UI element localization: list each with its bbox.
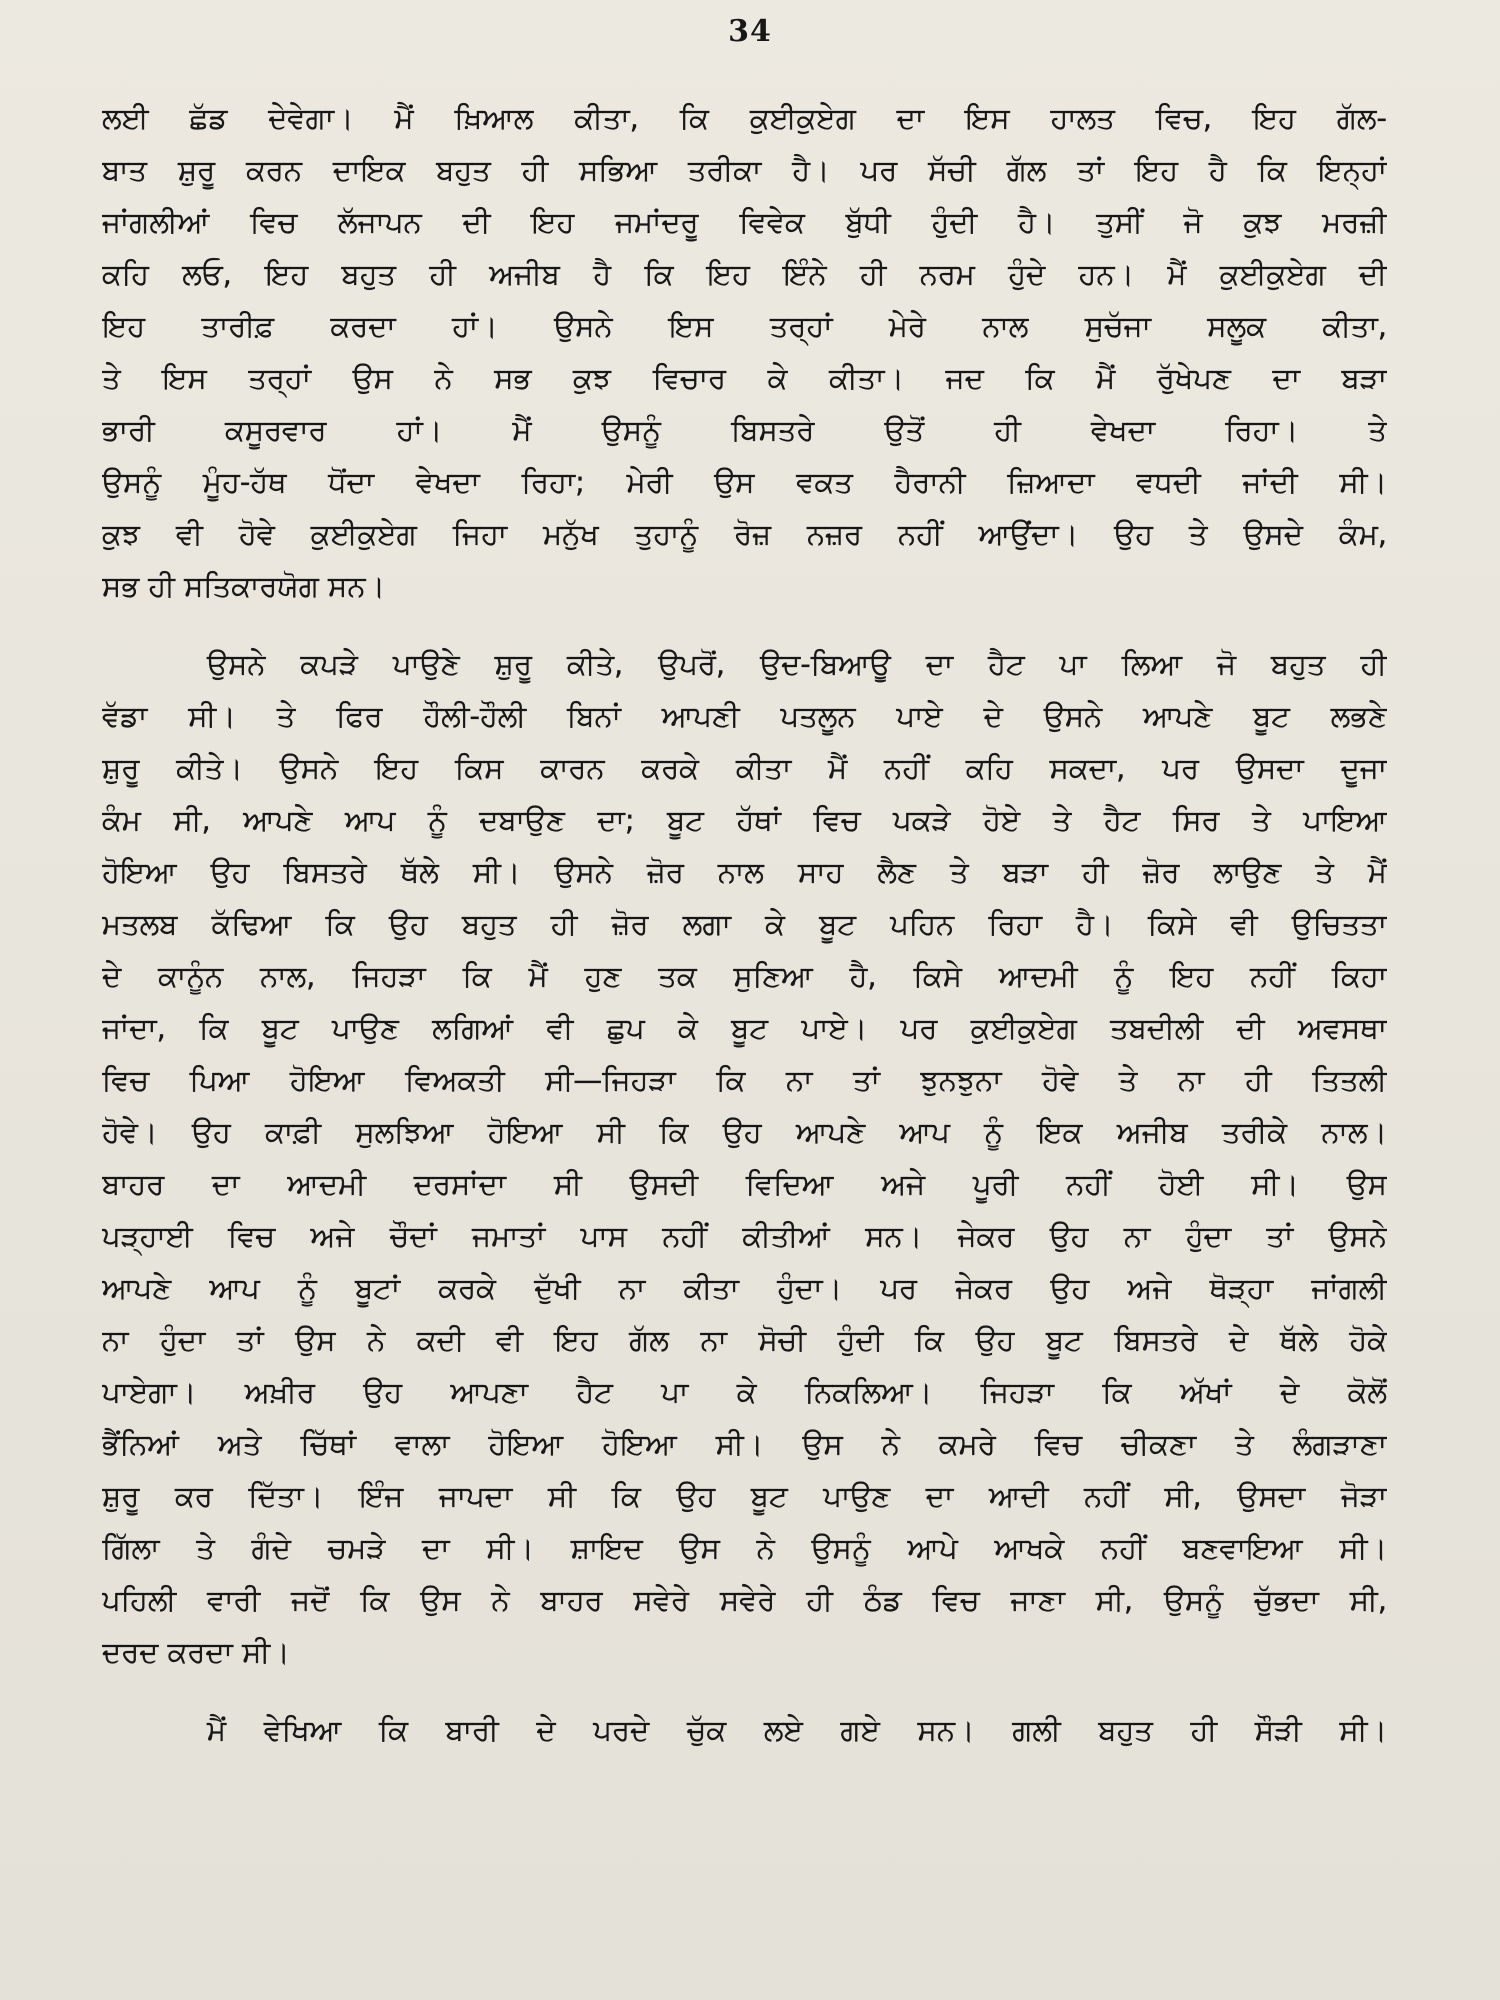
text-line: ਇਹ ਤਾਰੀਫ਼ ਕਰਦਾ ਹਾਂ। ਉਸਨੇ ਇਸ ਤਰ੍ਹਾਂ ਮੇਰੇ ਨਾਲ ਸੁਚੱਜਾ ਸਲੂਕ ਕੀਤਾ,	[102, 309, 1387, 343]
text-line: ਸ਼ੁਰੂ ਕੀਤੇ। ਉਸਨੇ ਇਹ ਕਿਸ ਕਾਰਨ ਕਰਕੇ ਕੀਤਾ ਮੈਂ ਨਹੀਂ ਕਹਿ ਸਕਦਾ, ਪਰ ਉਸਦਾ ਦੂਜਾ	[102, 751, 1387, 785]
text-line: ਗਿੱਲਾ ਤੇ ਗੰਦੇ ਚਮੜੇ ਦਾ ਸੀ। ਸ਼ਾਇਦ ਉਸ ਨੇ ਉਸਨੂੰ ਆਪੇ ਆਖਕੇ ਨਹੀਂ ਬਣਵਾਇਆ ਸੀ।	[102, 1531, 1387, 1565]
text-line: ਪਹਿਲੀ ਵਾਰੀ ਜਦੋਂ ਕਿ ਉਸ ਨੇ ਬਾਹਰ ਸਵੇਰੇ ਸਵੇਰੇ ਹੀ ਠੰਡ ਵਿਚ ਜਾਣਾ ਸੀ, ਉਸਨੂੰ ਚੁੱਭਦਾ ਸੀ,	[102, 1583, 1387, 1617]
text-line: ਬਾਤ ਸ਼ੁਰੂ ਕਰਨ ਦਾਇਕ ਬਹੁਤ ਹੀ ਸਭਿਆ ਤਰੀਕਾ ਹੈ। ਪਰ ਸੱਚੀ ਗੱਲ ਤਾਂ ਇਹ ਹੈ ਕਿ ਇਨ੍ਹਾਂ	[102, 153, 1387, 187]
text-line: ਤੇ ਇਸ ਤਰ੍ਹਾਂ ਉਸ ਨੇ ਸਭ ਕੁਝ ਵਿਚਾਰ ਕੇ ਕੀਤਾ। ਜਦ ਕਿ ਮੈਂ ਰੁੱਖੇਪਣ ਦਾ ਬੜਾ	[102, 361, 1387, 395]
text-line: ਭਾਰੀ ਕਸੂਰਵਾਰ ਹਾਂ। ਮੈਂ ਉਸਨੂੰ ਬਿਸਤਰੇ ਉਤੋਂ ਹੀ ਵੇਖਦਾ ਰਿਹਾ। ਤੇ	[102, 413, 1387, 447]
text-line: ਆਪਣੇ ਆਪ ਨੂੰ ਬੂਟਾਂ ਕਰਕੇ ਦੁੱਖੀ ਨਾ ਕੀਤਾ ਹੁੰਦਾ। ਪਰ ਜੇਕਰ ਉਹ ਅਜੇ ਥੋੜ੍ਹਾ ਜਾਂਗਲੀ	[102, 1271, 1387, 1305]
text-line: ਉਸਨੂੰ ਮੂੰਹ-ਹੱਥ ਧੋਂਦਾ ਵੇਖਦਾ ਰਿਹਾ; ਮੇਰੀ ਉਸ ਵਕਤ ਹੈਰਾਨੀ ਜ਼ਿਆਦਾ ਵਧਦੀ ਜਾਂਦੀ ਸੀ।	[102, 465, 1387, 499]
text-line: ਪਾਏਗਾ। ਅਖ਼ੀਰ ਉਹ ਆਪਣਾ ਹੈਟ ਪਾ ਕੇ ਨਿਕਲਿਆ। ਜਿਹੜਾ ਕਿ ਅੱਖਾਂ ਦੇ ਕੋਲੋਂ	[102, 1375, 1387, 1409]
text-line: ਦਰਦ ਕਰਦਾ ਸੀ।	[102, 1635, 290, 1669]
text-line: ਮੈਂ ਵੇਖਿਆ ਕਿ ਬਾਰੀ ਦੇ ਪਰਦੇ ਚੁੱਕ ਲਏ ਗਏ ਸਨ। ਗਲੀ ਬਹੁਤ ਹੀ ਸੌੜੀ ਸੀ।	[207, 1713, 1387, 1747]
text-line: ਕੰਮ ਸੀ, ਆਪਣੇ ਆਪ ਨੂੰ ਦਬਾਉਣ ਦਾ; ਬੂਟ ਹੱਥਾਂ ਵਿਚ ਪਕੜੇ ਹੋਏ ਤੇ ਹੈਟ ਸਿਰ ਤੇ ਪਾਇਆ	[102, 803, 1387, 837]
text-line: ਮਤਲਬ ਕੱਢਿਆ ਕਿ ਉਹ ਬਹੁਤ ਹੀ ਜ਼ੋਰ ਲਗਾ ਕੇ ਬੂਟ ਪਹਿਨ ਰਿਹਾ ਹੈ। ਕਿਸੇ ਵੀ ਉਚਿਤਤਾ	[102, 907, 1387, 941]
paragraph-gap	[102, 612, 1387, 638]
text-line: ਹੋਵੇ। ਉਹ ਕਾਫ਼ੀ ਸੁਲਝਿਆ ਹੋਇਆ ਸੀ ਕਿ ਉਹ ਆਪਣੇ ਆਪ ਨੂੰ ਇਕ ਅਜੀਬ ਤਰੀਕੇ ਨਾਲ।	[102, 1115, 1387, 1149]
text-line: ਭੈਂਨਿਆਂ ਅਤੇ ਚਿੱਥਾਂ ਵਾਲਾ ਹੋਇਆ ਹੋਇਆ ਸੀ। ਉਸ ਨੇ ਕਮਰੇ ਵਿਚ ਚੀਕਣਾ ਤੇ ਲੰਗੜਾਣਾ	[102, 1427, 1387, 1461]
text-line: ਦੇ ਕਾਨੂੰਨ ਨਾਲ, ਜਿਹੜਾ ਕਿ ਮੈਂ ਹੁਣ ਤਕ ਸੁਣਿਆ ਹੈ, ਕਿਸੇ ਆਦਮੀ ਨੂੰ ਇਹ ਨਹੀਂ ਕਿਹਾ	[102, 959, 1387, 993]
text-line: ਜਾਂਦਾ, ਕਿ ਬੂਟ ਪਾਉਣ ਲਗਿਆਂ ਵੀ ਛੁਪ ਕੇ ਬੂਟ ਪਾਏ। ਪਰ ਕੁਈਕੁਏਗ ਤਬਦੀਲੀ ਦੀ ਅਵਸਥਾ	[102, 1011, 1387, 1045]
text-line: ਕੁਝ ਵੀ ਹੋਵੇ ਕੁਈਕੁਏਗ ਜਿਹਾ ਮਨੁੱਖ ਤੁਹਾਨੂੰ ਰੋਜ਼ ਨਜ਼ਰ ਨਹੀਂ ਆਉਂਦਾ। ਉਹ ਤੇ ਉਸਦੇ ਕੰਮ,	[102, 517, 1387, 551]
text-line: ਬਾਹਰ ਦਾ ਆਦਮੀ ਦਰਸਾਂਦਾ ਸੀ ਉਸਦੀ ਵਿਦਿਆ ਅਜੇ ਪੂਰੀ ਨਹੀਂ ਹੋਈ ਸੀ। ਉਸ	[102, 1167, 1387, 1201]
text-line: ਸ਼ੁਰੂ ਕਰ ਦਿੱਤਾ। ਇੰਜ ਜਾਪਦਾ ਸੀ ਕਿ ਉਹ ਬੂਟ ਪਾਉਣ ਦਾ ਆਦੀ ਨਹੀਂ ਸੀ, ਉਸਦਾ ਜੋੜਾ	[102, 1479, 1387, 1513]
text-line: ਹੋਇਆ ਉਹ ਬਿਸਤਰੇ ਥੱਲੇ ਸੀ। ਉਸਨੇ ਜ਼ੋਰ ਨਾਲ ਸਾਹ ਲੈਣ ਤੇ ਬੜਾ ਹੀ ਜ਼ੋਰ ਲਾਉਣ ਤੇ ਮੈਂ	[102, 855, 1387, 889]
text-line: ਕਹਿ ਲਓ, ਇਹ ਬਹੁਤ ਹੀ ਅਜੀਬ ਹੈ ਕਿ ਇਹ ਇੰਨੇ ਹੀ ਨਰਮ ਹੁੰਦੇ ਹਨ। ਮੈਂ ਕੁਈਕੁਏਗ ਦੀ	[102, 257, 1387, 291]
text-line: ਜਾਂਗਲੀਆਂ ਵਿਚ ਲੱਜਾਪਨ ਦੀ ਇਹ ਜਮਾਂਦਰੂ ਵਿਵੇਕ ਬੁੱਧੀ ਹੁੰਦੀ ਹੈ। ਤੁਸੀਂ ਜੋ ਕੁਝ ਮਰਜ਼ੀ	[102, 205, 1387, 239]
paragraph	[102, 1704, 1387, 1756]
text-line: ਵਿਚ ਪਿਆ ਹੋਇਆ ਵਿਅਕਤੀ ਸੀ—ਜਿਹੜਾ ਕਿ ਨਾ ਤਾਂ ਝੁਨਝੁਨਾ ਹੋਵੇ ਤੇ ਨਾ ਹੀ ਤਿਤਲੀ	[102, 1063, 1387, 1097]
text-line: ਵੱਡਾ ਸੀ। ਤੇ ਫਿਰ ਹੌਲੀ-ਹੌਲੀ ਬਿਨਾਂ ਆਪਣੀ ਪਤਲੂਨ ਪਾਏ ਦੇ ਉਸਨੇ ਆਪਣੇ ਬੂਟ ਲਭਣੇ	[102, 699, 1387, 733]
text-line: ਪੜ੍ਹਾਈ ਵਿਚ ਅਜੇ ਚੌਦਾਂ ਜਮਾਤਾਂ ਪਾਸ ਨਹੀਂ ਕੀਤੀਆਂ ਸਨ। ਜੇਕਰ ਉਹ ਨਾ ਹੁੰਦਾ ਤਾਂ ਉਸਨੇ	[102, 1219, 1387, 1253]
paragraph-gap	[102, 1678, 1387, 1704]
text-line: ਨਾ ਹੁੰਦਾ ਤਾਂ ਉਸ ਨੇ ਕਦੀ ਵੀ ਇਹ ਗੱਲ ਨਾ ਸੋਚੀ ਹੁੰਦੀ ਕਿ ਉਹ ਬੂਟ ਬਿਸਤਰੇ ਦੇ ਥੱਲੇ ਹੋਕੇ	[102, 1323, 1387, 1357]
text-line: ਸਭ ਹੀ ਸਤਿਕਾਰਯੋਗ ਸਨ।	[102, 569, 386, 603]
text-line: ਲਈ ਛੱਡ ਦੇਵੇਗਾ। ਮੈਂ ਖ਼ਿਆਲ ਕੀਤਾ, ਕਿ ਕੁਈਕੁਏਗ ਦਾ ਇਸ ਹਾਲਤ ਵਿਚ, ਇਹ ਗੱਲ-	[102, 101, 1387, 135]
body-text	[102, 92, 1387, 1756]
page-number: 34	[728, 14, 772, 49]
paragraph	[102, 638, 1387, 1678]
text-line: ਉਸਨੇ ਕਪੜੇ ਪਾਉਣੇ ਸ਼ੁਰੂ ਕੀਤੇ, ਉਪਰੋਂ, ਉਦ-ਬਿਆਊ ਦਾ ਹੈਟ ਪਾ ਲਿਆ ਜੋ ਬਹੁਤ ਹੀ	[207, 647, 1387, 681]
paragraph	[102, 92, 1387, 612]
